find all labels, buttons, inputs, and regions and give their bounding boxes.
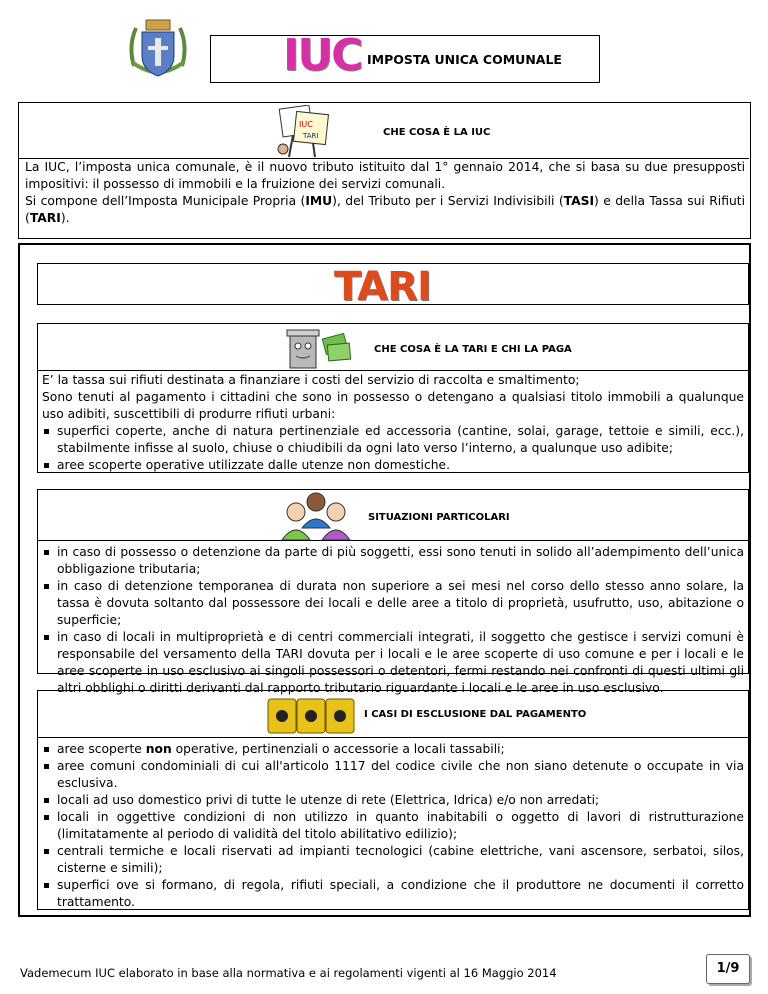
iuc-signs-illustration <box>269 105 339 157</box>
tari-section <box>37 323 749 473</box>
tari-logo-box <box>37 263 749 310</box>
list-item: aree comuni condominiali di cui all'articolo 1117 del codice civile che non siano detenute o occupate in via esclusiva. <box>42 758 744 792</box>
list-item: superfici coperte, anche di natura pertinenziale ed accessoria (cantine, solai, garage, tettoie e simili, ecc.), stabilmente infisse al suolo, chiuse o chiudibili da ogni lato verso l’interno, a qualunque uso adibite; <box>42 423 744 457</box>
esclusione-heading: I CASI DI ESCLUSIONE DAL PAGAMENTO <box>364 709 587 720</box>
tari-list <box>42 423 744 474</box>
list-item: locali ad uso domestico privi di tutte le utenze di rete (Elettrica, Idrica) e/o non arredati; <box>42 792 744 809</box>
iuc-intro-1: La IUC, l’imposta unica comunale, è il nuovo tributo istituito dal 1° gennaio 2014, che si basa su due presupposti impositivi: il possesso di immobili e la fruizione dei servizi comunali. <box>25 160 745 191</box>
header-title: IMPOSTA UNICA COMUNALE <box>367 52 562 67</box>
tari-heading: CHE COSA È LA TARI E CHI LA PAGA <box>374 344 572 355</box>
list-item: in caso di possesso o detenzione da parte di più soggetti, essi sono tenuti in solido all’adempimento dell’unica obbligazione tributaria; <box>42 544 744 578</box>
esclusione-list <box>42 741 744 911</box>
iuc-logo: IUC <box>283 30 362 81</box>
list-item: aree scoperte non operative, pertinenziali o accessorie a locali tassabili; <box>42 741 744 758</box>
situazioni-list <box>42 544 744 697</box>
iuc-section <box>18 102 751 239</box>
tari-p2: Sono tenuti al pagamento i cittadini che sono in possesso o detengano a qualsiasi titolo immobili a qualunque uso adibiti, suscettibili di produrre rifiuti urbani: <box>42 390 744 421</box>
situazioni-heading: SITUAZIONI PARTICOLARI <box>368 512 510 523</box>
situazioni-section <box>37 489 749 695</box>
tari-body <box>42 372 744 474</box>
list-item: locali in oggettive condizioni di non utilizzo in quanto inabitabili o oggetto di lavori di ristrutturazione (limitatamente al periodo di validità del titolo abilitativo edilizio); <box>42 809 744 843</box>
tari-heading-row <box>38 324 748 371</box>
situazioni-heading-row <box>38 490 748 541</box>
tari-logo: TARI <box>334 264 431 310</box>
iuc-intro <box>25 159 745 227</box>
list-item: in caso di detenzione temporanea di durata non superiore a sei mesi nel corso dello stesso anno solare, la tassa è dovuta soltanto dal possessore dei locali e delle aree a titolo di proprietà, usufrutto, uso, abitazione o superficie; <box>42 578 744 629</box>
tari-p1: E’ la tassa sui rifiuti destinata a finanziare i costi del servizio di raccolta e smaltimento; <box>42 373 580 387</box>
esclusione-section <box>37 690 749 910</box>
iuc-heading: CHE COSA È LA IUC <box>383 127 491 138</box>
footer-note: Vademecum IUC elaborato in base alla normativa e ai regolamenti vigenti al 16 Maggio 2014 <box>20 966 557 980</box>
list-item: centrali termiche e locali riservati ad impianti tecnologici (cabine elettriche, vani ascensore, serbatoi, silos, cisterne e simili); <box>42 843 744 877</box>
list-item: aree scoperte operative utilizzate dalle utenze non domestiche. <box>42 457 744 474</box>
esclusione-body <box>42 741 744 911</box>
iuc-intro-2: Si compone dell’Imposta Municipale Propria (IMU), del Tributo per i Servizi Indivisibili (TASI) e della Tassa sui Rifiuti (TARI). <box>25 194 745 225</box>
page-number: 1/9 <box>716 961 740 976</box>
esclusione-heading-row <box>38 691 748 738</box>
page-number-badge <box>706 954 750 984</box>
barrels-illustration <box>266 693 356 735</box>
list-item: superfici ove si formano, di regola, rifiuti speciali, a condizione che il produttore ne documenti il corretto trattamento. <box>42 877 744 911</box>
municipal-crest <box>126 16 190 84</box>
svg-text:TARI: TARI <box>303 132 319 140</box>
iuc-heading-row <box>19 103 749 159</box>
situazioni-body <box>42 544 744 697</box>
list-item: in caso di locali in multiproprietà e di centri commerciali integrati, il soggetto che gestisce i servizi comuni è responsabile del versamento della TARI dovuta per i locali e le aree scoperte di uso comune e per i locali e le aree scoperte in uso esclusivo ai singoli possessori o detentori, fermi restando nei confronti di questi ultimi gli altri obblighi o diritti derivanti dal rapporto tributario riguardante i locali e le aree in uso esclusivo. <box>42 629 744 697</box>
svg-text:IUC: IUC <box>299 120 313 129</box>
trash-can-illustration <box>282 324 354 370</box>
header-title-box <box>210 30 600 83</box>
people-illustration <box>278 490 354 540</box>
